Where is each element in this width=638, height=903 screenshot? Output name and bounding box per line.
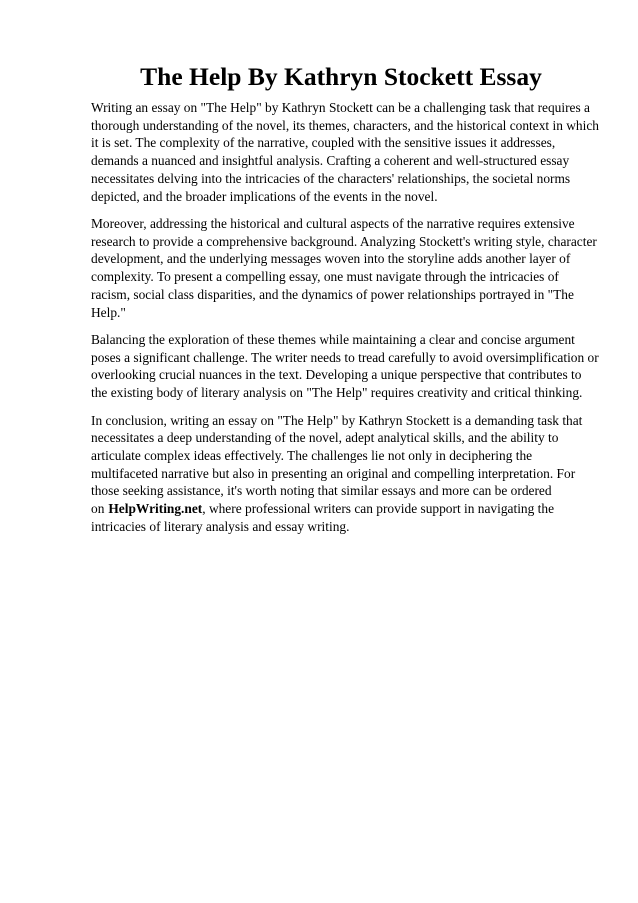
conclusion-text-end: , where professional writers can provide support in navigating the intricacies of literary analysis and essay writing. bbox=[91, 501, 555, 534]
document-title: The Help By Kathryn Stockett Essay bbox=[140, 62, 542, 91]
paragraph-conclusion bbox=[91, 412, 601, 536]
helpwriting-link[interactable]: HelpWriting.net bbox=[108, 501, 203, 517]
paragraph-3: Balancing the exploration of these themes while maintaining a clear and concise argument poses a significant challenge. The writer needs to tread carefully to avoid oversimplification or overlooking crucial nuances in the text. Developing a unique perspective that contributes to the existing body of literary analysis on "The Help" requires creativity and critical thinking. bbox=[91, 332, 599, 401]
paragraph-2: Moreover, addressing the historical and cultural aspects of the narrative requires extensive research to provide a comprehensive background. Analyzing Stockett's writing style, character development, and the underlying messages woven into the storyline adds another layer of complexity. To present a compelling essay, one must navigate through the intricacies of racism, social class disparities, and the dynamics of power relationships portrayed in "The Help." bbox=[91, 216, 597, 320]
conclusion-text: In conclusion, writing an essay on "The Help" by Kathryn Stockett is a demanding task that necessitates a deep understanding of the novel, adept analytical skills, and the ability to articulate complex ideas effectively. The challenges lie not only in deciphering the multifaceted narrative but also in presenting an original and compelling interpretation. For those seeking assistance, it's worth noting that similar essays and more can be ordered on bbox=[91, 412, 583, 517]
paragraph-1: Writing an essay on "The Help" by Kathryn Stockett can be a challenging task that requires a thorough understanding of the novel, its themes, characters, and the historical context in which it is set. The complexity of the narrative, coupled with the sensitive issues it addresses, demands a nuanced and insightful analysis. Crafting a coherent and well-structured essay necessitates delving into the intricacies of the characters' relationships, the societal norms depicted, and the broader implications of the events in the novel. bbox=[91, 100, 599, 204]
document-body bbox=[91, 99, 601, 545]
